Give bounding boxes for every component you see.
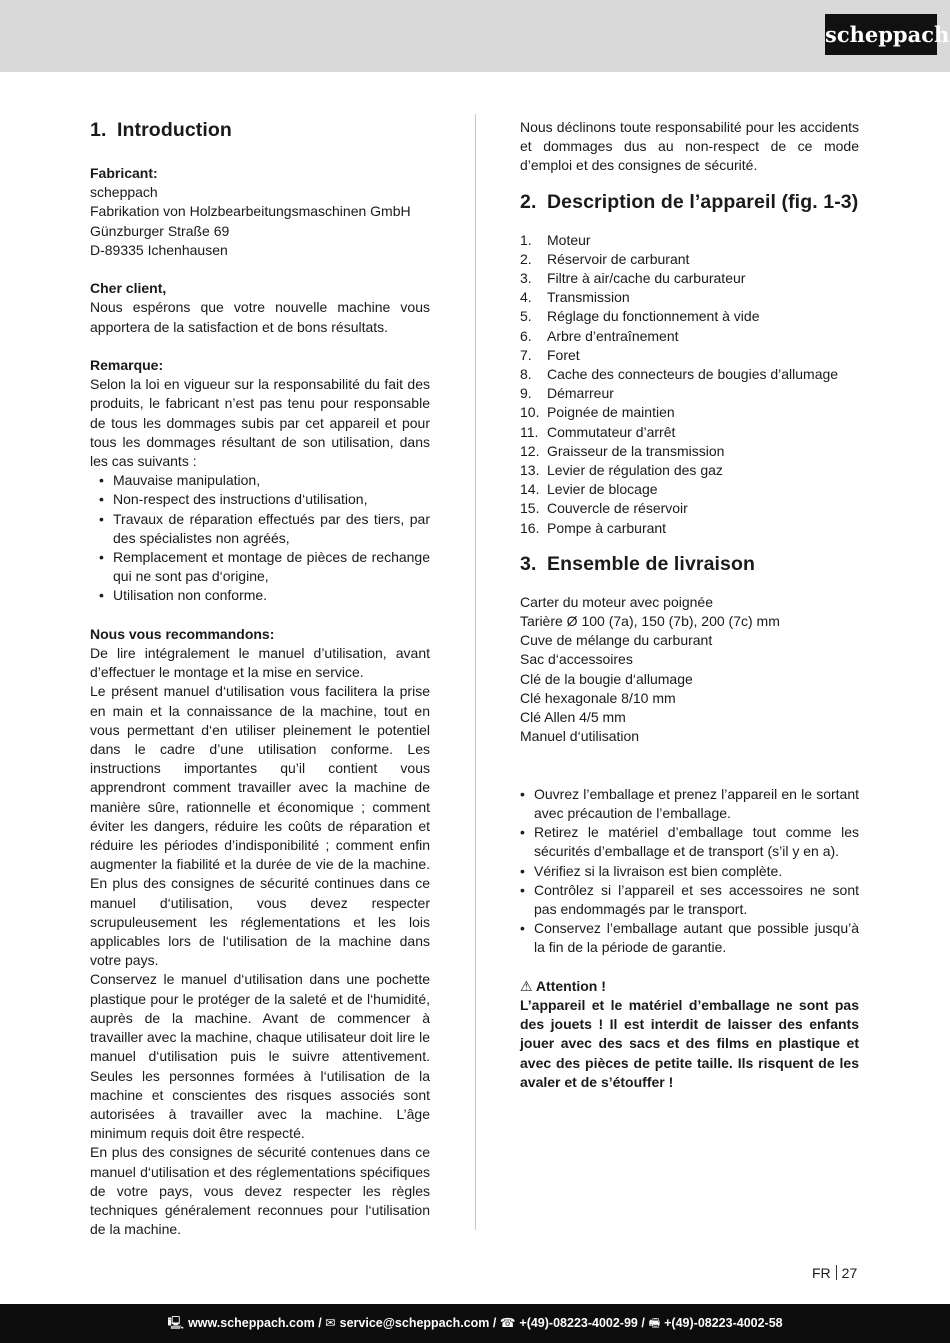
list-item: • Non-respect des instructions d‘utilisation,: [90, 490, 430, 509]
list-item: • Contrôlez si l’appareil et ses accessoires ne sont pas endommagés par le transport.: [520, 881, 859, 919]
list-item: • Vérifiez si la livraison est bien complète.: [520, 862, 859, 881]
recommandons-label: Nous vous recommandons:: [90, 625, 275, 642]
fax-icon: 🖷: [648, 1316, 661, 1330]
list-item: 8. Cache des connecteurs de bougies d’allumage: [520, 366, 839, 383]
list-item: 7. Foret: [520, 346, 580, 363]
paragraph: Conservez le manuel d‘utilisation dans une pochette plastique pour le protéger de la saleté et de l‘humidité, auprès de la machine. Avant de commencer à travailler avec la machine, chaque utilisateur doit lire le manuel d‘utilisation puis le suivre attentivement. Seules les personnes formées à l‘utilisation de la machine et conscientes des risques associés sont autorisées à travailler avec la machine. L’âge minimum requis doit être respecté.: [90, 971, 430, 1142]
list-item: Clé Allen 4/5 mm: [520, 709, 626, 726]
footer-phone: +(49)-08223-4002-99: [519, 1316, 638, 1330]
list-item: 14. Levier de blocage: [520, 481, 658, 498]
list-item: 11. Commutateur d’arrêt: [520, 423, 676, 440]
list-item: 10. Poignée de maintien: [520, 404, 675, 421]
list-item: Carter du moteur avec poignée: [520, 593, 713, 610]
fabricant-label: Fabricant:: [90, 165, 158, 181]
list-item: • Mauvaise manipulation,: [90, 471, 430, 490]
attention-label: ⚠ Attention !: [520, 977, 606, 994]
list-item: Cuve de mélange du carburant: [520, 632, 713, 649]
column-divider: [475, 114, 476, 1230]
mail-icon: ✉: [325, 1316, 336, 1330]
list-item: Sac d‘accessoires: [520, 651, 633, 668]
header-bar: [0, 0, 950, 72]
list-item: Manuel d‘utilisation: [520, 728, 640, 745]
paragraph: En plus des consignes de sécurité contenues dans ce manuel d‘utilisation et des réglementations spécifiques de votre pays, vous devez respecter les règles techniques généralement reconnues pour l‘utilisation de la machine.: [90, 1144, 430, 1238]
remarque-list: [90, 471, 430, 605]
paragraph: De lire intégralement le manuel d’utilisation, avant d’effectuer le montage et la mise en service.: [90, 645, 430, 681]
list-item: 4. Transmission: [520, 289, 630, 306]
list-item: • Retirez le matériel d’emballage tout comme les sécurités d’emballage et de transport (s’il y en a).: [520, 823, 859, 861]
monitor-icon: 🖳: [167, 1316, 185, 1330]
list-item: 13. Levier de régulation des gaz: [520, 462, 723, 479]
list-item: 5. Réglage du fonctionnement à vide: [520, 308, 760, 325]
list-item: 12. Graisseur de la transmission: [520, 442, 725, 459]
attention-text: L’appareil et le matériel d’emballage ne sont pas des jouets ! Il est interdit de laisser des enfants jouer avec des sacs et des films en plastique et avec des pièces de petite taille. Ils risquent de les avaler et de s’étouffer !: [520, 997, 859, 1090]
list-item: 16. Pompe à carburant: [520, 519, 667, 536]
left-column: [90, 118, 430, 1239]
remarque-label: Remarque:: [90, 357, 164, 373]
list-item: • Remplacement et montage de pièces de rechange qui ne sont pas d‘origine,: [90, 548, 430, 586]
list-item: 2. Réservoir de carburant: [520, 250, 690, 267]
list-item: • Ouvrez l’emballage et prenez l’appareil en le sortant avec précaution de l’emballage.: [520, 785, 859, 823]
footer-bar: 🖳 www.scheppach.com / ✉ service@scheppach.com / ☎ +(49)-08223-4002-99 / 🖷 +(49)-08223-4002-58: [0, 1304, 950, 1343]
list-item: 15. Couvercle de réservoir: [520, 500, 688, 517]
client-text: Nous espérons que votre nouvelle machine vous apportera de la satisfaction et de bons résultats.: [90, 299, 430, 335]
list-item: Tarière Ø 100 (7a), 150 (7b), 200 (7c) mm: [520, 613, 780, 630]
footer-fax: +(49)-08223-4002-58: [664, 1316, 783, 1330]
footer-email[interactable]: service@scheppach.com: [339, 1316, 490, 1330]
client-label: Cher client,: [90, 280, 167, 297]
page-number: FR 27: [812, 1265, 858, 1281]
unpacking-list: [520, 785, 859, 958]
manufacturer-address: scheppach Fabrikation von Holzbearbeitungsmaschinen GmbH Günzburger Straße 69 D-89335 Ichenhausen: [90, 184, 411, 258]
list-item: • Conservez l’emballage autant que possible jusqu’à la fin de la période de garantie.: [520, 919, 859, 957]
section-title-introduction: 1. Introduction: [90, 119, 232, 141]
phone-icon: ☎: [499, 1316, 516, 1330]
section-title-delivery: 3. Ensemble de livraison: [520, 552, 756, 575]
list-item: Clé hexagonale 8/10 mm: [520, 689, 676, 706]
list-item: • Travaux de réparation effectués par des tiers, par des spécialistes non agréés,: [90, 510, 430, 548]
list-item: 3. Filtre à air/cache du carburateur: [520, 270, 746, 287]
list-item: Clé de la bougie d‘allumage: [520, 670, 693, 687]
list-item: 9. Démarreur: [520, 385, 614, 402]
paragraph: Le présent manuel d‘utilisation vous facilitera la prise en main et la connaissance de la machine, tout en vous permettant d‘en utiliser pleinement le potentiel dans le cadre d’une utilisation conforme. Les instructions importantes qu’il contient vous apprendront comment travailler avec la machine de manière sûre, rationnelle et économique ; comment éviter les dangers, réduire les coûts de réparation et réduire les périodes d’indisponibilité ; comment enfin augmenter la fiabilité et la durée de vie de la machine. En plus des consignes de sécurité continues dans ce manuel d‘utilisation, vous devez respecter scrupuleusement les réglementations et les lois applicables lors de l‘utilisation de la machine dans votre pays.: [90, 683, 430, 969]
delivery-items: [520, 593, 859, 747]
footer-website[interactable]: www.scheppach.com: [188, 1316, 315, 1330]
list-item: • Utilisation non conforme.: [90, 586, 430, 605]
section-title-description: 2. Description de l’appareil (fig. 1-3): [520, 190, 859, 213]
remarque-text: Selon la loi en vigueur sur la responsabilité du fait des produits, le fabricant n’est pas tenu pour responsable de tous les dommages subis par cet appareil et pour tous les dommages résultant de son utilisation, dans les cas suivants :: [90, 376, 430, 470]
list-item: 6. Arbre d’entraînement: [520, 327, 679, 344]
right-column: [520, 118, 859, 1092]
list-item: 1. Moteur: [520, 231, 591, 248]
disclaimer-text: Nous déclinons toute responsabilité pour les accidents et dommages dus au non-respect de ce mode d’emploi et des consignes de sécurité.: [520, 119, 859, 174]
scheppach-logo: scheppach: [825, 14, 937, 55]
parts-list: [520, 231, 859, 538]
